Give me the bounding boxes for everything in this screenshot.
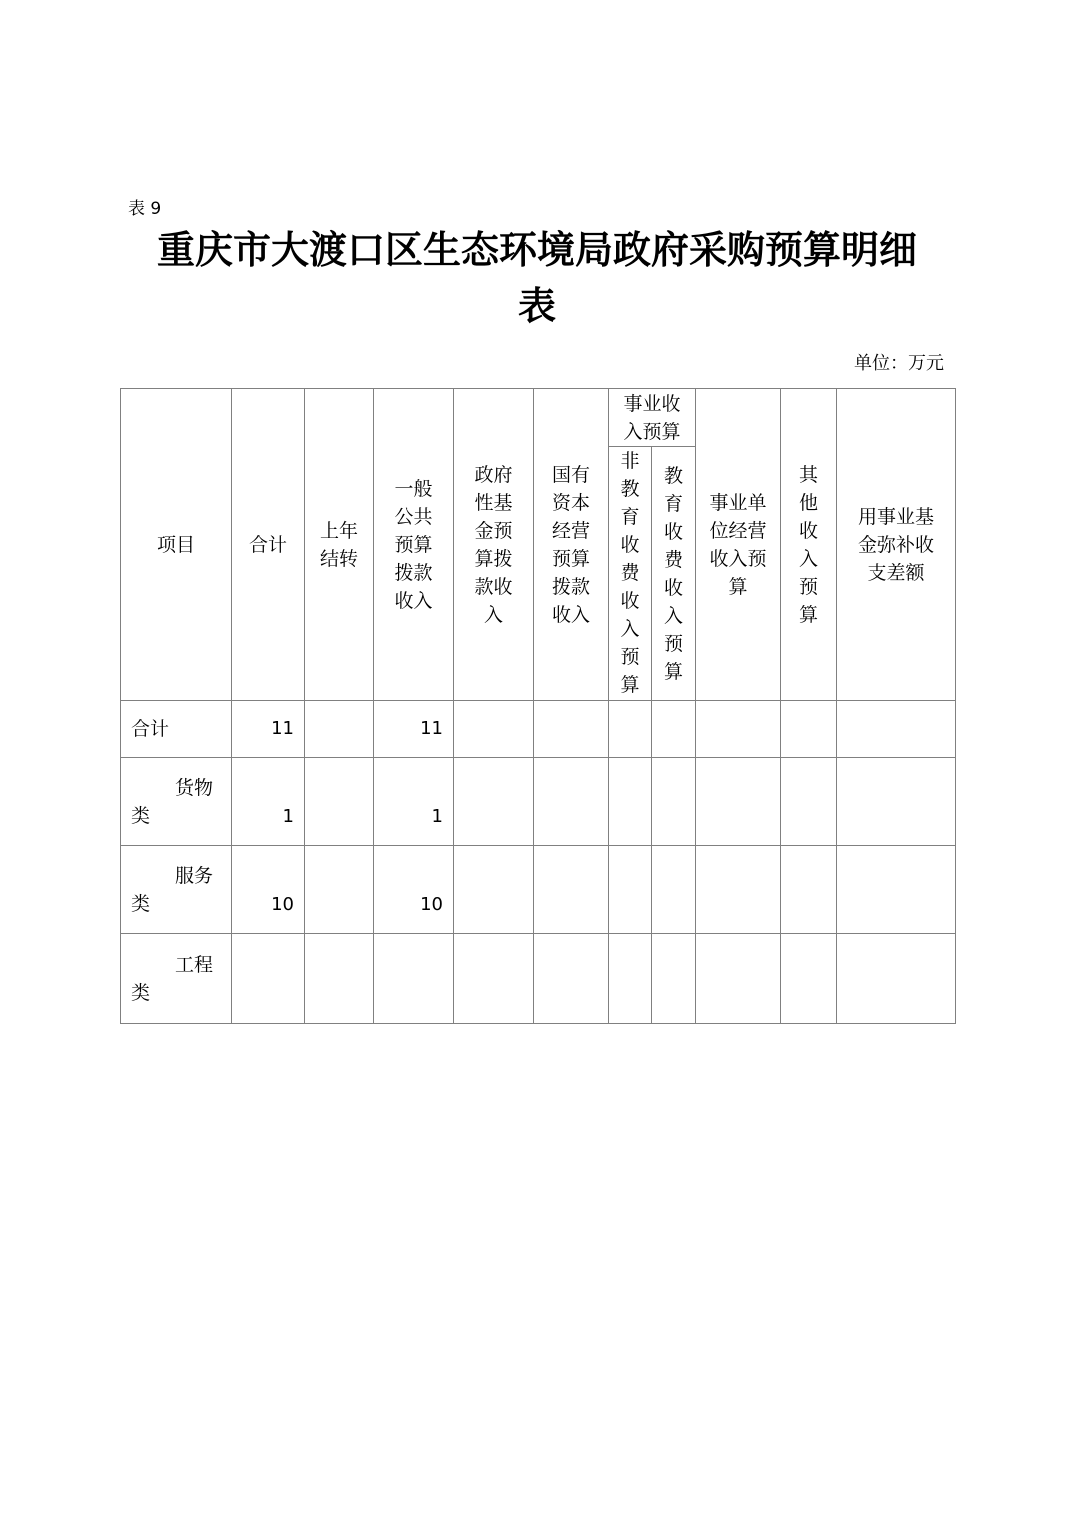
cell — [781, 758, 837, 846]
cell-carryover — [305, 701, 374, 758]
header-business-income: 事业收 入预算 — [609, 389, 696, 447]
cell-total — [232, 934, 305, 1024]
cell — [454, 846, 534, 934]
cell — [696, 934, 781, 1024]
cell — [609, 934, 652, 1024]
cell — [781, 701, 837, 758]
cell-general: 1 — [374, 758, 454, 846]
cell-general: 10 — [374, 846, 454, 934]
cell-carryover — [305, 934, 374, 1024]
budget-table — [120, 388, 956, 1024]
title-line-1: 重庆市大渡口区生态环境局政府采购预算明细 — [156, 228, 917, 272]
cell-total: 10 — [232, 846, 305, 934]
cell-general: 11 — [374, 701, 454, 758]
cell — [454, 934, 534, 1024]
header-gov-fund: 政府 性基 金预 算拨 款收 入 — [454, 389, 534, 701]
header-other-income: 其 他 收 入 预 算 — [781, 389, 837, 701]
cell-carryover — [305, 758, 374, 846]
cell-total: 11 — [232, 701, 305, 758]
header-unit-business: 事业单 位经营 收入预 算 — [696, 389, 781, 701]
row-label: 工程 类 — [121, 934, 232, 1024]
header-item: 项目 — [121, 389, 232, 701]
title-line-2: 表 — [517, 284, 556, 328]
cell — [454, 758, 534, 846]
cell — [837, 758, 956, 846]
cell — [837, 934, 956, 1024]
cell — [652, 701, 696, 758]
table-row — [121, 846, 956, 934]
table-row — [121, 758, 956, 846]
cell — [609, 758, 652, 846]
cell — [609, 701, 652, 758]
header-total: 合计 — [232, 389, 305, 701]
cell — [696, 701, 781, 758]
cell — [652, 846, 696, 934]
cell — [652, 758, 696, 846]
cell — [837, 846, 956, 934]
cell — [696, 758, 781, 846]
row-label: 货物 类 — [121, 758, 232, 846]
table-number: 表 9 — [128, 199, 162, 219]
page-title — [120, 222, 954, 334]
cell — [781, 934, 837, 1024]
cell — [454, 701, 534, 758]
table-row — [121, 701, 956, 758]
header-non-edu: 非 教 育 收 费 收 入 预 算 — [609, 447, 652, 701]
row-label: 合计 — [121, 701, 232, 758]
cell — [609, 846, 652, 934]
cell-carryover — [305, 846, 374, 934]
cell — [534, 846, 609, 934]
cell — [696, 846, 781, 934]
header-state-capital: 国有 资本 经营 预算 拨款 收入 — [534, 389, 609, 701]
cell — [534, 758, 609, 846]
cell — [534, 701, 609, 758]
header-fund-offset: 用事业基 金弥补收 支差额 — [837, 389, 956, 701]
cell — [781, 846, 837, 934]
cell-total: 1 — [232, 758, 305, 846]
row-label: 服务 类 — [121, 846, 232, 934]
cell-general — [374, 934, 454, 1024]
table-row — [121, 934, 956, 1024]
header-general-budget: 一般 公共 预算 拨款 收入 — [374, 389, 454, 701]
cell — [534, 934, 609, 1024]
header-edu: 教 育 收 费 收 入 预 算 — [652, 447, 696, 701]
unit-label: 单位：万元 — [854, 353, 944, 374]
cell — [837, 701, 956, 758]
header-carryover: 上年 结转 — [305, 389, 374, 701]
cell — [652, 934, 696, 1024]
